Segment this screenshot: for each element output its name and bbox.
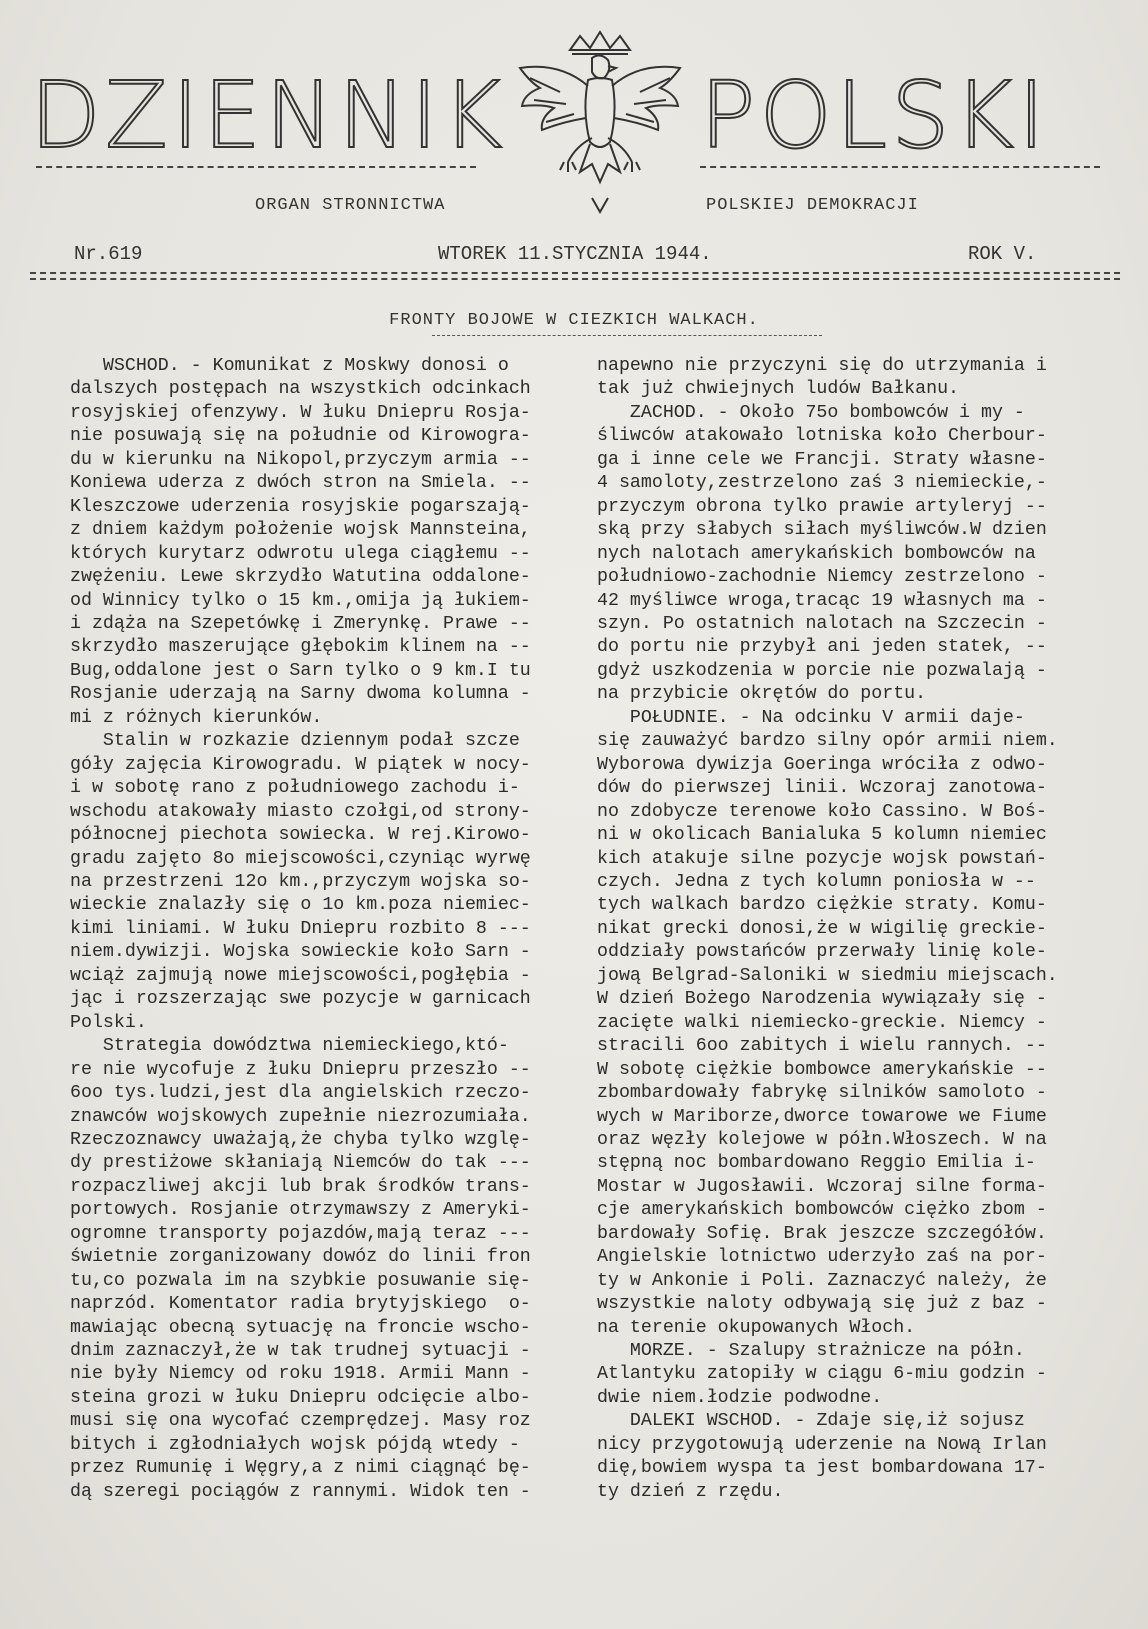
- article-text-line: skrzydło maszerujące głębokim klinem na --: [70, 637, 531, 658]
- article-text-line: W dzień Bożego Narodzenia wywiązały się -: [597, 989, 1047, 1010]
- article-text-line: bardowały Sofię. Brak jeszcze szczegółów.: [597, 1223, 1047, 1244]
- article-text-line: ską przy słabych siłach myśliwców.W dzien: [597, 520, 1047, 541]
- article-text-line: jąc i rozszerzając swe pozycje w garnicach: [70, 989, 531, 1010]
- article-text-line: MORZE. - Szalupy strażnicze na półn.: [597, 1341, 1025, 1362]
- article-text-line: portowych. Rosjanie otrzymawszy z Ameryki-: [70, 1200, 531, 1221]
- article-text-line: stracili 6oo zabitych i wielu rannych. --: [597, 1036, 1047, 1057]
- article-text-line: wciąż zajmują nowe miejscowości,pogłębia -: [70, 965, 531, 986]
- article-text-line: się zauważyć bardzo silny opór armii niem.: [597, 731, 1058, 752]
- article-text-line: Stalin w rozkazie dziennym podał szcze: [70, 731, 520, 752]
- article-text-line: dów do pierwszej linii. Wczoraj zanotowa-: [597, 778, 1047, 799]
- article-text-line: steina grozi w łuku Dniepru odcięcie albo-: [70, 1387, 531, 1408]
- header-rule-bottom: [30, 278, 1120, 280]
- article-text-line: zbombardowały fabrykę silników samoloto -: [597, 1083, 1047, 1104]
- article-text-line: ty dzień z rzędu.: [597, 1481, 784, 1502]
- article-text-line: Angielskie lotnictwo uderzyło zaś na por-: [597, 1247, 1047, 1268]
- article-text-line: kimi liniami. W łuku Dniepru rozbito 8 ---: [70, 918, 531, 939]
- article-text-line: nych nalotach amerykańskich bombowców na: [597, 543, 1036, 564]
- article-text-line: Mostar w Jugosławii. Wczoraj silne forma-: [597, 1176, 1047, 1197]
- article-text-line: południowo-zachodnie Niemcy zestrzelono -: [597, 567, 1047, 588]
- article-text-line: i w sobotę rano z południowego zachodu i-: [70, 778, 520, 799]
- article-text-line: wszystkie naloty odbywają się już z baz -: [597, 1294, 1047, 1315]
- article-text-line: oddziały powstańców przerwały linię kole-: [597, 942, 1047, 963]
- article-text-line: Koniewa uderza z dwóch stron na Smiela. --: [70, 473, 531, 494]
- article-text-line: szyn. Po ostatnich nalotach na Szczecin -: [597, 613, 1047, 634]
- issue-number: Nr.619: [74, 243, 143, 265]
- article-text-line: przyczym obrona tylko prawie artyleryj --: [597, 496, 1047, 517]
- issue-date: WTOREK 11.STYCZNIA 1944.: [438, 243, 712, 265]
- right-column: [597, 355, 1097, 1504]
- article-text-line: POŁUDNIE. - Na odcinku V armii daje-: [597, 707, 1025, 728]
- article-text-line: wieckie znalazły się o 1o km.poza niemiec-: [70, 895, 531, 916]
- article-text-line: nie posuwają się na południe od Kirowogra-: [70, 426, 531, 447]
- article-text-line: których kurytarz odwrotu ulega ciągłemu --: [70, 543, 531, 564]
- article-text-line: znawców wojskowych zupełnie niezrozumiała.: [70, 1106, 531, 1127]
- article-text-line: naprzód. Komentator radia brytyjskiego o-: [70, 1294, 531, 1315]
- article-text-line: DALEKI WSCHOD. - Zdaje się,iż sojusz: [597, 1411, 1025, 1432]
- article-text-line: śliwców atakowało lotniska koło Cherbour-: [597, 426, 1047, 447]
- article-text-line: nikat grecki donosi,że w wigilię greckie-: [597, 918, 1047, 939]
- left-column: [70, 355, 590, 1504]
- masthead-title-right: POLSKI: [700, 62, 1050, 169]
- article-text-line: ty w Ankonie i Poli. Zaznaczyć należy, że: [597, 1270, 1047, 1291]
- article-text-line: północnej piechota sowiecka. W rej.Kirowo-: [70, 825, 531, 846]
- article-text-line: WSCHOD. - Komunikat z Moskwy donosi o: [70, 356, 509, 376]
- masthead-subtitle-right: POLSKIEJ DEMOKRACJI: [706, 196, 919, 215]
- masthead-rule-left: [36, 166, 476, 168]
- article-text-line: dą szeregi pociągów z rannymi. Widok ten -: [70, 1481, 531, 1502]
- article-text-line: 4 samoloty,zestrzelono zaś 3 niemieckie,-: [597, 473, 1047, 494]
- article-text-line: niem.dywizji. Wojska sowieckie koło Sarn -: [70, 942, 531, 963]
- issue-year: ROK V.: [968, 243, 1037, 265]
- article-text-line: oraz węzły kolejowe w półn.Włoszech. W na: [597, 1129, 1047, 1150]
- article-text-line: na przestrzeni 12o km.,przyczym wojska so-: [70, 871, 531, 892]
- article-text-line: Bug,oddalone jest o Sarn tylko o 9 km.I tu: [70, 660, 531, 681]
- article-text-line: stępną noc bombardowano Reggio Emilia i-: [597, 1153, 1036, 1174]
- article-text-line: i zdąża na Szepetówkę i Zmerynkę. Prawe --: [70, 613, 531, 634]
- article-text-line: ogromne transporty pojazdów,mają teraz ---: [70, 1223, 531, 1244]
- article-text-line: Atlantyku zatopiły w ciągu 6-miu godzin -: [597, 1364, 1047, 1385]
- article-text-line: napewno nie przyczyni się do utrzymania i: [597, 356, 1047, 376]
- article-text-line: kich atakuje silne pozycje wojsk powstań-: [597, 848, 1047, 869]
- article-text-line: świetnie zorganizowany dowóz do linii fron: [70, 1247, 531, 1268]
- article-text-line: mi z różnych kierunków.: [70, 707, 323, 728]
- article-text-line: Rzeczoznawcy uważają,że chyba tylko wzglę-: [70, 1129, 531, 1150]
- article-text-line: dwie niem.łodzie podwodne.: [597, 1387, 883, 1408]
- article-text-line: ZACHOD. - Około 75o bombowców i my -: [597, 402, 1025, 423]
- article-text-line: z dniem każdym położenie wojsk Mannsteina,: [70, 520, 531, 541]
- article-text-line: ni w okolicach Banialuka 5 kolumn niemiec: [597, 825, 1047, 846]
- article-text-line: musi się ona wycofać czemprędzej. Masy roz: [70, 1411, 531, 1432]
- article-text-line: tu,co pozwala im na szybkie posuwanie się-: [70, 1270, 531, 1291]
- article-text-line: przez Rumunię i Węgry,a z nimi ciągnąć bę-: [70, 1458, 531, 1479]
- article-text-line: góły zajęcia Kirowogradu. W piątek w nocy-: [70, 754, 531, 775]
- article-text-line: wschodu atakowały miasto czołgi,od strony-: [70, 801, 531, 822]
- article-text-line: dy prestiżowe skłaniają Niemców do tak ---: [70, 1153, 531, 1174]
- article-text-line: ga i inne cele we Francji. Straty własne-: [597, 449, 1047, 470]
- article-text-line: tak już chwiejnych ludów Bałkanu.: [597, 379, 960, 400]
- article-headline: FRONTY BOJOWE W CIEZKICH WALKACH.: [389, 311, 759, 330]
- article-text-line: gradu zajęto 8o miejscowości,czyniąc wyrwę: [70, 848, 531, 869]
- eagle-emblem-icon: [500, 22, 700, 222]
- article-text-line: jową Belgrad-Saloniki w siedmiu miejscach.: [597, 965, 1058, 986]
- article-text-line: no zdobycze terenowe koło Cassino. W Boś-: [597, 801, 1047, 822]
- article-text-line: tych walkach bardzo ciężkie straty. Komu-: [597, 895, 1047, 916]
- article-text-line: Strategia dowództwa niemieckiego,któ-: [70, 1036, 509, 1057]
- article-text-line: du w kierunku na Nikopol,przyczym armia --: [70, 449, 531, 470]
- article-text-line: Rosjanie uderzają na Sarny dwoma kolumna -: [70, 684, 531, 705]
- article-text-line: zacięte walki niemiecko-greckie. Niemcy -: [597, 1012, 1047, 1033]
- article-text-line: zwężeniu. Lewe skrzydło Watutina oddalone-: [70, 567, 531, 588]
- article-text-line: bitych i zgłodniałych wojsk pójdą wtedy -: [70, 1434, 520, 1455]
- article-text-line: gdyż uszkodzenia w porcie nie pozwalają -: [597, 660, 1047, 681]
- article-text-line: Polski.: [70, 1012, 147, 1033]
- masthead-title-left: DZIENNIK: [30, 62, 507, 169]
- article-text-line: nicy przygotowują uderzenie na Nową Irlan: [597, 1434, 1047, 1455]
- article-text-line: na terenie okupowanych Włoch.: [597, 1317, 916, 1338]
- masthead-rule-right: [700, 166, 1100, 168]
- article-text-line: nie były Niemcy od roku 1918. Armii Mann -: [70, 1364, 531, 1385]
- article-text-line: od Winnicy tylko o 15 km.,omija ją łukiem-: [70, 590, 531, 611]
- article-text-line: rozpaczliwej akcji lub brak środków trans-: [70, 1176, 531, 1197]
- masthead-subtitle-left: ORGAN STRONNICTWA: [255, 196, 446, 215]
- article-text-line: re nie wycofuje z łuku Dniepru przeszło --: [70, 1059, 531, 1080]
- article-text-line: cje amerykańskich bombowców ciężko zbom -: [597, 1200, 1047, 1221]
- article-text-line: wych w Mariborze,dworce towarowe we Fiume: [597, 1106, 1047, 1127]
- article-text-line: dię,bowiem wyspa ta jest bombardowana 17-: [597, 1458, 1047, 1479]
- article-text-line: na przybicie okrętów do portu.: [597, 684, 927, 705]
- header-rule-top: [30, 272, 1120, 274]
- article-text-line: dalszych postępach na wszystkich odcinkach: [70, 379, 531, 400]
- article-text-line: rosyjskiej ofenzywy. W łuku Dniepru Rosja-: [70, 402, 531, 423]
- headline-underline: [432, 335, 822, 336]
- article-text-line: Wyborowa dywizja Goeringa wróciła z odwo-: [597, 754, 1047, 775]
- article-text-line: W sobotę ciężkie bombowce amerykańskie --: [597, 1059, 1047, 1080]
- article-text-line: Kleszczowe uderzenia rosyjskie pogarszają-: [70, 496, 531, 517]
- article-text-line: dnim zaznaczył,że w tak trudnej sytuacji -: [70, 1341, 531, 1362]
- article-text-line: mawiając obecną sytuację na froncie wscho-: [70, 1317, 531, 1338]
- article-text-line: 6oo tys.ludzi,jest dla angielskich rzeczo-: [70, 1083, 531, 1104]
- article-text-line: do portu nie przybył ani jeden statek, --: [597, 637, 1047, 658]
- article-text-line: czych. Jedna z tych kolumn poniosła w --: [597, 871, 1036, 892]
- article-text-line: 42 myśliwce wroga,tracąc 19 własnych ma -: [597, 590, 1047, 611]
